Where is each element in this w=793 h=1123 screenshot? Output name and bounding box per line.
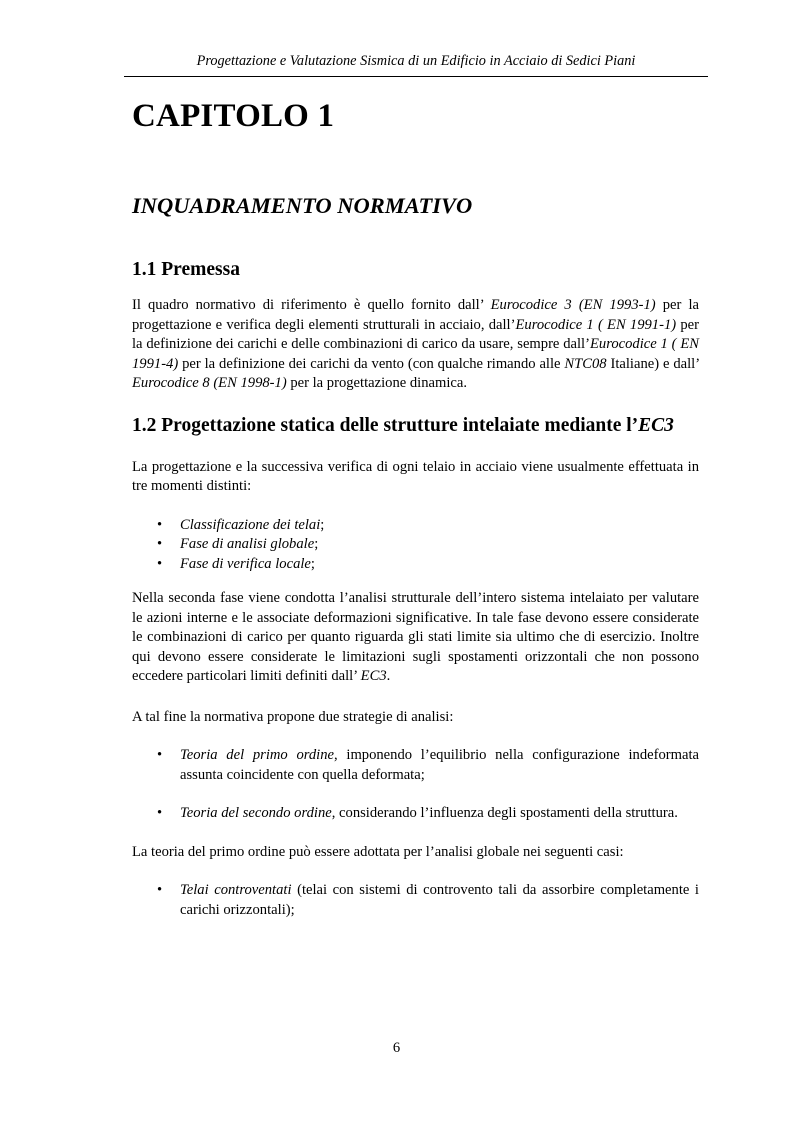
section-heading-ec3: EC3 [638, 414, 674, 436]
text-run: . [386, 668, 391, 684]
strategy-description: , imponendo l’equilibrio nella configurazione indeformata assunta coincidente con quella deformata; [180, 747, 699, 783]
reference-eurocode-1-part-4: Eurocodice 1 ( EN 1991-4) [132, 336, 699, 372]
text-run: per la definizione dei carichi e delle combinazioni di carico da usare, sempre dall’ [132, 316, 699, 352]
strategy-term: Teoria del primo ordine [180, 747, 335, 763]
list-item [132, 881, 699, 920]
phase-label: Classificazione dei telai [180, 516, 321, 533]
text-run: Il quadro normativo di riferimento è quello fornito dall’ [132, 297, 491, 313]
bullet-icon: • [157, 555, 163, 572]
text-run: per la progettazione dinamica. [286, 375, 468, 391]
list-item [132, 746, 699, 785]
list-item [132, 535, 699, 555]
bullet-icon: • [157, 805, 163, 821]
premessa-paragraph [132, 296, 699, 394]
phase-suffix: ; [320, 516, 325, 533]
list-item [132, 516, 699, 536]
section-heading-text: 1.2 Progettazione statica delle strutture intelaiate mediante l’ [132, 414, 639, 436]
page-content [132, 92, 699, 920]
design-intro-paragraph: La progettazione e la successiva verifica di ogni telaio in acciaio viene usualmente effettuata in tre momenti distinti: [132, 458, 699, 494]
reference-ntc08: NTC08 [564, 355, 607, 372]
bullet-icon: • [157, 747, 163, 763]
first-order-intro: La teoria del primo ordine può essere adottata per l’analisi globale nei seguenti casi: [132, 843, 624, 860]
bullet-icon: • [157, 882, 163, 898]
bullet-icon: • [157, 516, 163, 533]
page-number: 6 [392, 1040, 401, 1056]
chapter-title: INQUADRAMENTO NORMATIVO [132, 193, 473, 218]
strategy-description: , considerando l’influenza degli spostamenti della struttura. [331, 805, 678, 821]
phase-label: Fase di verifica locale [180, 555, 311, 572]
phase-suffix: ; [314, 536, 319, 552]
list-item [132, 555, 699, 575]
strategy-term: Teoria del secondo ordine [180, 805, 332, 821]
bullet-icon: • [157, 536, 163, 552]
case-description: (telai con sistemi di controvento tali da assorbire completamente i carichi orizzontali); [180, 882, 699, 918]
list-item [132, 804, 699, 824]
phases-list [132, 516, 699, 575]
text-run: Nella seconda fase viene condotta l’analisi strutturale dell’intero sistema intelaiato per valutare le azioni interne e le associate deformazioni significative. In tale fase devono essere considerate le combinazioni di carico per quanto riguarda gli stati limite sia ultimo che di esercizio. Inoltre qui devono essere considerate le limitazioni sugli spostamenti orizzontali che non possono eccedere particolari limiti definiti dall’ [132, 590, 699, 684]
text-run: Italiane) e dall’ [606, 355, 699, 372]
case-term: Telai controventati [180, 882, 292, 898]
chapter-label: CAPITOLO 1 [132, 98, 335, 134]
cases-list [132, 881, 699, 920]
second-phase-paragraph [132, 589, 699, 687]
text-run: per la definizione dei carichi da vento (con qualche rimando alle [178, 355, 565, 372]
phase-label: Fase di analisi globale [180, 536, 315, 552]
section-heading-1-2 [132, 414, 699, 438]
running-header: Progettazione e Valutazione Sismica di un Edificio in Acciaio di Sedici Piani [196, 53, 636, 69]
reference-eurocode-1-part-1: Eurocodice 1 ( EN 1991-1) [515, 316, 677, 333]
reference-eurocode-3: Eurocodice 3 (EN 1993-1) [490, 297, 656, 313]
reference-eurocode-8: Eurocodice 8 (EN 1998-1) [132, 375, 287, 391]
strategies-intro: A tal fine la normativa propone due strategie di analisi: [132, 708, 454, 725]
section-heading-1-1: 1.1 Premessa [132, 259, 240, 280]
header-rule [124, 76, 708, 77]
reference-ec3: EC3 [360, 668, 387, 684]
text-run: per la progettazione e verifica degli elementi strutturali in acciaio, dall’ [132, 297, 699, 333]
phase-suffix: ; [310, 555, 315, 572]
strategies-list [132, 746, 699, 824]
